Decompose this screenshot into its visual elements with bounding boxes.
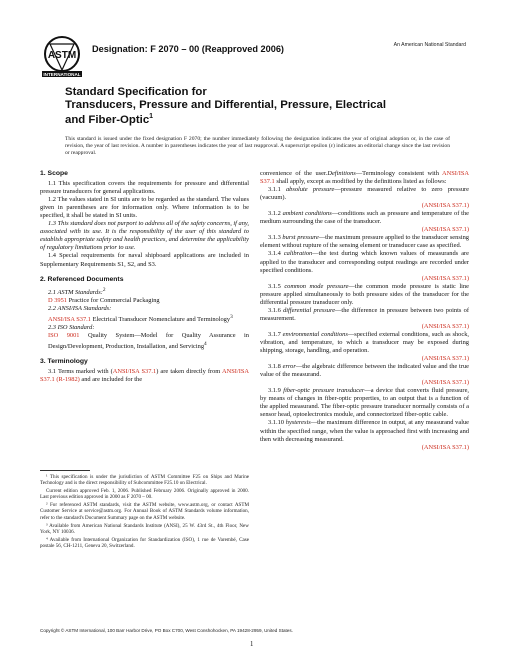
footnote: ¹ This specification is under the jurisdiction of ASTM Committee F25 on Ships and Marine Technology and is the direct responsibility of Subcommittee F25.10 on Electrical. <box>40 474 249 487</box>
document-title: Standard Specification for Transducers, Pressure and Differential, Pressure, Electrical and Fiber-Optic$^1$ <box>65 86 386 126</box>
paragraph: 1.3 This standard does not purport to address all of the safety concerns, if any, associated with its use. It is the responsibility of the user of this standard to establish appropriate safety and health practices, and determine the applicability of regulatory limitations prior to use. <box>40 220 250 252</box>
paragraph: 2.1 ASTM Standards:$^2$ <box>48 286 106 296</box>
svg-text:ASTM: ASTM <box>47 50 77 61</box>
reference-entry: D 3951 Practice for Commercial Packaging <box>48 296 160 304</box>
paragraph: 1.4 Special requirements for naval shipboard applications are included in Supplementary Requirements S1, S2, and S3. <box>40 252 249 268</box>
definition-burst-pressure: 3.1.3 burst pressure—the maximum pressure applied to the transducer sensing element without rupture of the sensing element or transducer case as specified. <box>260 234 469 250</box>
reference-link-ansi[interactable]: ANSI/ISA S37.1 <box>260 170 470 186</box>
source-tag[interactable]: (ANSI/ISA S37.1) <box>421 379 469 387</box>
left-column <box>40 170 249 391</box>
footnotes <box>40 474 249 551</box>
paragraph: 1.2 The values stated in SI units are to be regarded as the standard. The values given in parentheses are for information only. Where information is to be specified, it shall be stated in SI units. <box>40 196 249 220</box>
definition-absolute-pressure: 3.1.1 absolute pressure—pressure measured relative to zero pressure (vacuum). (ANSI/ISA S37.1) <box>260 186 469 210</box>
section-heading: 1. Scope <box>40 170 68 177</box>
reference-link-r1982[interactable]: (R-1982) <box>56 376 80 384</box>
section-heading: 3. Terminology <box>40 358 88 366</box>
footnote: Current edition approved Feb. 1, 2006. Published February 2006. Originally approved in 2000. Last previous edition approved in 2000 as F 2070 – 00. <box>40 488 249 501</box>
section-scope <box>40 170 249 269</box>
footnote: ⁴ Available from International Organization for Standardization (ISO), 1 rue de Varembé, Case postale 56, CH-1211, Geneva 20, Switzerland. <box>40 536 249 549</box>
definition-error: 3.1.8 error—the algebraic difference between the indicated value and the true value of the measurand. (ANSI/ISA S37.1) <box>260 363 469 387</box>
source-tag[interactable]: (ANSI/ISA S37.1) <box>421 443 469 451</box>
section-referenced-documents <box>40 276 249 352</box>
reference-link-ansi[interactable]: ANSI/ISA S37.1 <box>112 368 157 376</box>
reference-link-d3951[interactable]: D 3951 <box>48 296 67 304</box>
reference-entry: ISO 9001 Quality System—Model for Quality Assurance in Design/Development, Production, Installation, and Servicing$^4$ <box>48 332 249 351</box>
paragraph: convenience of the user.Definitions—Terminology consistent with ANSI/ISA S37.1 shall apply, except as modified by the definitions listed as follows: <box>260 170 470 186</box>
reference-link-ansi[interactable]: ANSI/ISA S37.1 <box>48 316 91 323</box>
page-number: 1 <box>250 641 254 648</box>
source-tag[interactable]: (ANSI/ISA S37.1) <box>421 226 469 234</box>
definition-common-mode-pressure: 3.1.5 common mode pressure—the common mode pressure is static line pressure applied simultaneously to both pressure sides of the transducer for the differential pressure transducer only. <box>260 282 469 306</box>
definition-hysteresis: 3.1.10 hysteresis—the maximum difference in output, at any measurand value within the specified range, when the value is approached first with increasing and then with decreasing measurand. (ANSI/ISA S37.1) <box>260 419 470 451</box>
standard-type: An American National Standard <box>393 42 466 48</box>
paragraph: 2.2 ANSI/ISA Standards: <box>48 304 112 312</box>
definition-fiber-optic-pressure-transducer: 3.1.9 fiber-optic pressure transducer—a device that converts fluid pressure, by means of changes in fiber-optic properties, to an output that is a function of the applied measurand. The fiber-optic pressure transducer normally consists of a sensor head, optoelectronics module, and connectorized fiber-optic cable. <box>260 387 469 419</box>
reference-entry: ANSI/ISA S37.1 Electrical Transducer Nomenclature and Terminology$^3$ <box>48 313 233 323</box>
source-tag[interactable]: (ANSI/ISA S37.1) <box>421 355 469 363</box>
definition-calibration: 3.1.4 calibration—the test during which known values of measurands are applied to the transducer and corresponding output readings are recorded under specified conditions. (ANSI/ISA S37.1) <box>260 250 469 282</box>
copyright: Copyright © ASTM International, 100 Barr Harbor Drive, PO Box C700, West Conshohocken, PA 19428-2959, United States. <box>40 628 293 633</box>
reference-link-ansi[interactable]: ANSI/ISA S37.1 <box>40 368 250 384</box>
reference-link-iso[interactable]: ISO 9001 <box>48 332 80 340</box>
astm-logo <box>40 34 84 78</box>
definition-differential-pressure: 3.1.6 differential pressure—the difference in pressure between two points of measurement. (ANSI/ISA S37.1) <box>260 306 469 330</box>
footnote: ³ Available from American National Standards Institute (ANSI), 25 W. 43rd St., 4th Floor, New York, NY 10036. <box>40 522 249 535</box>
paragraph: 2.3 ISO Standard: <box>48 324 95 332</box>
issued-note: This standard is issued under the fixed designation F 2070; the number immediately following the designation indicates the year of original adoption or, in the case of revision, the year of last revision. A number in parentheses indicates the year of last reapproval. A superscript epsilon (ε) indicates an editorial change since the last revision or reapproval. <box>65 136 450 156</box>
paragraph: 3.1 Terms marked with (ANSI/ISA S37.1) are taken directly from ANSI/ISA S37.1 (R-1982) and are included for the <box>40 368 250 384</box>
source-tag[interactable]: (ANSI/ISA S37.1) <box>421 274 469 282</box>
definition-ambient-conditions: 3.1.2 ambient conditions—conditions such as pressure and temperature of the medium surrounding the case of the transducer. (ANSI/ISA S37.1) <box>260 210 469 234</box>
source-tag[interactable]: (ANSI/ISA S37.1) <box>421 202 469 210</box>
section-terminology <box>40 358 249 384</box>
definition-environmental-conditions: 3.1.7 environmental conditions—specified external conditions, such as shock, vibration, and temperature, to which a transducer may be exposed during shipping, storage, handling, and operation. (ANSI/ISA S37.1) <box>260 330 469 363</box>
source-tag[interactable]: (ANSI/ISA S37.1) <box>421 322 469 330</box>
footnote-divider <box>40 470 90 471</box>
right-column <box>260 170 469 452</box>
paragraph: 1.1 This specification covers the requirements for pressure and differential pressure transducers for general applications. <box>40 180 249 196</box>
svg-text:INTERNATIONAL: INTERNATIONAL <box>43 72 81 77</box>
designation: Designation: F 2070 – 00 (Reapproved 2006) <box>92 44 284 54</box>
footnote: ² For referenced ASTM standards, visit the ASTM website, www.astm.org, or contact ASTM Customer Service at service@astm.org. For Annual Book of ASTM Standards volume information, refer to the standard's Document Summary page on the ASTM website. <box>40 502 249 521</box>
section-heading: 2. Referenced Documents <box>40 275 124 283</box>
